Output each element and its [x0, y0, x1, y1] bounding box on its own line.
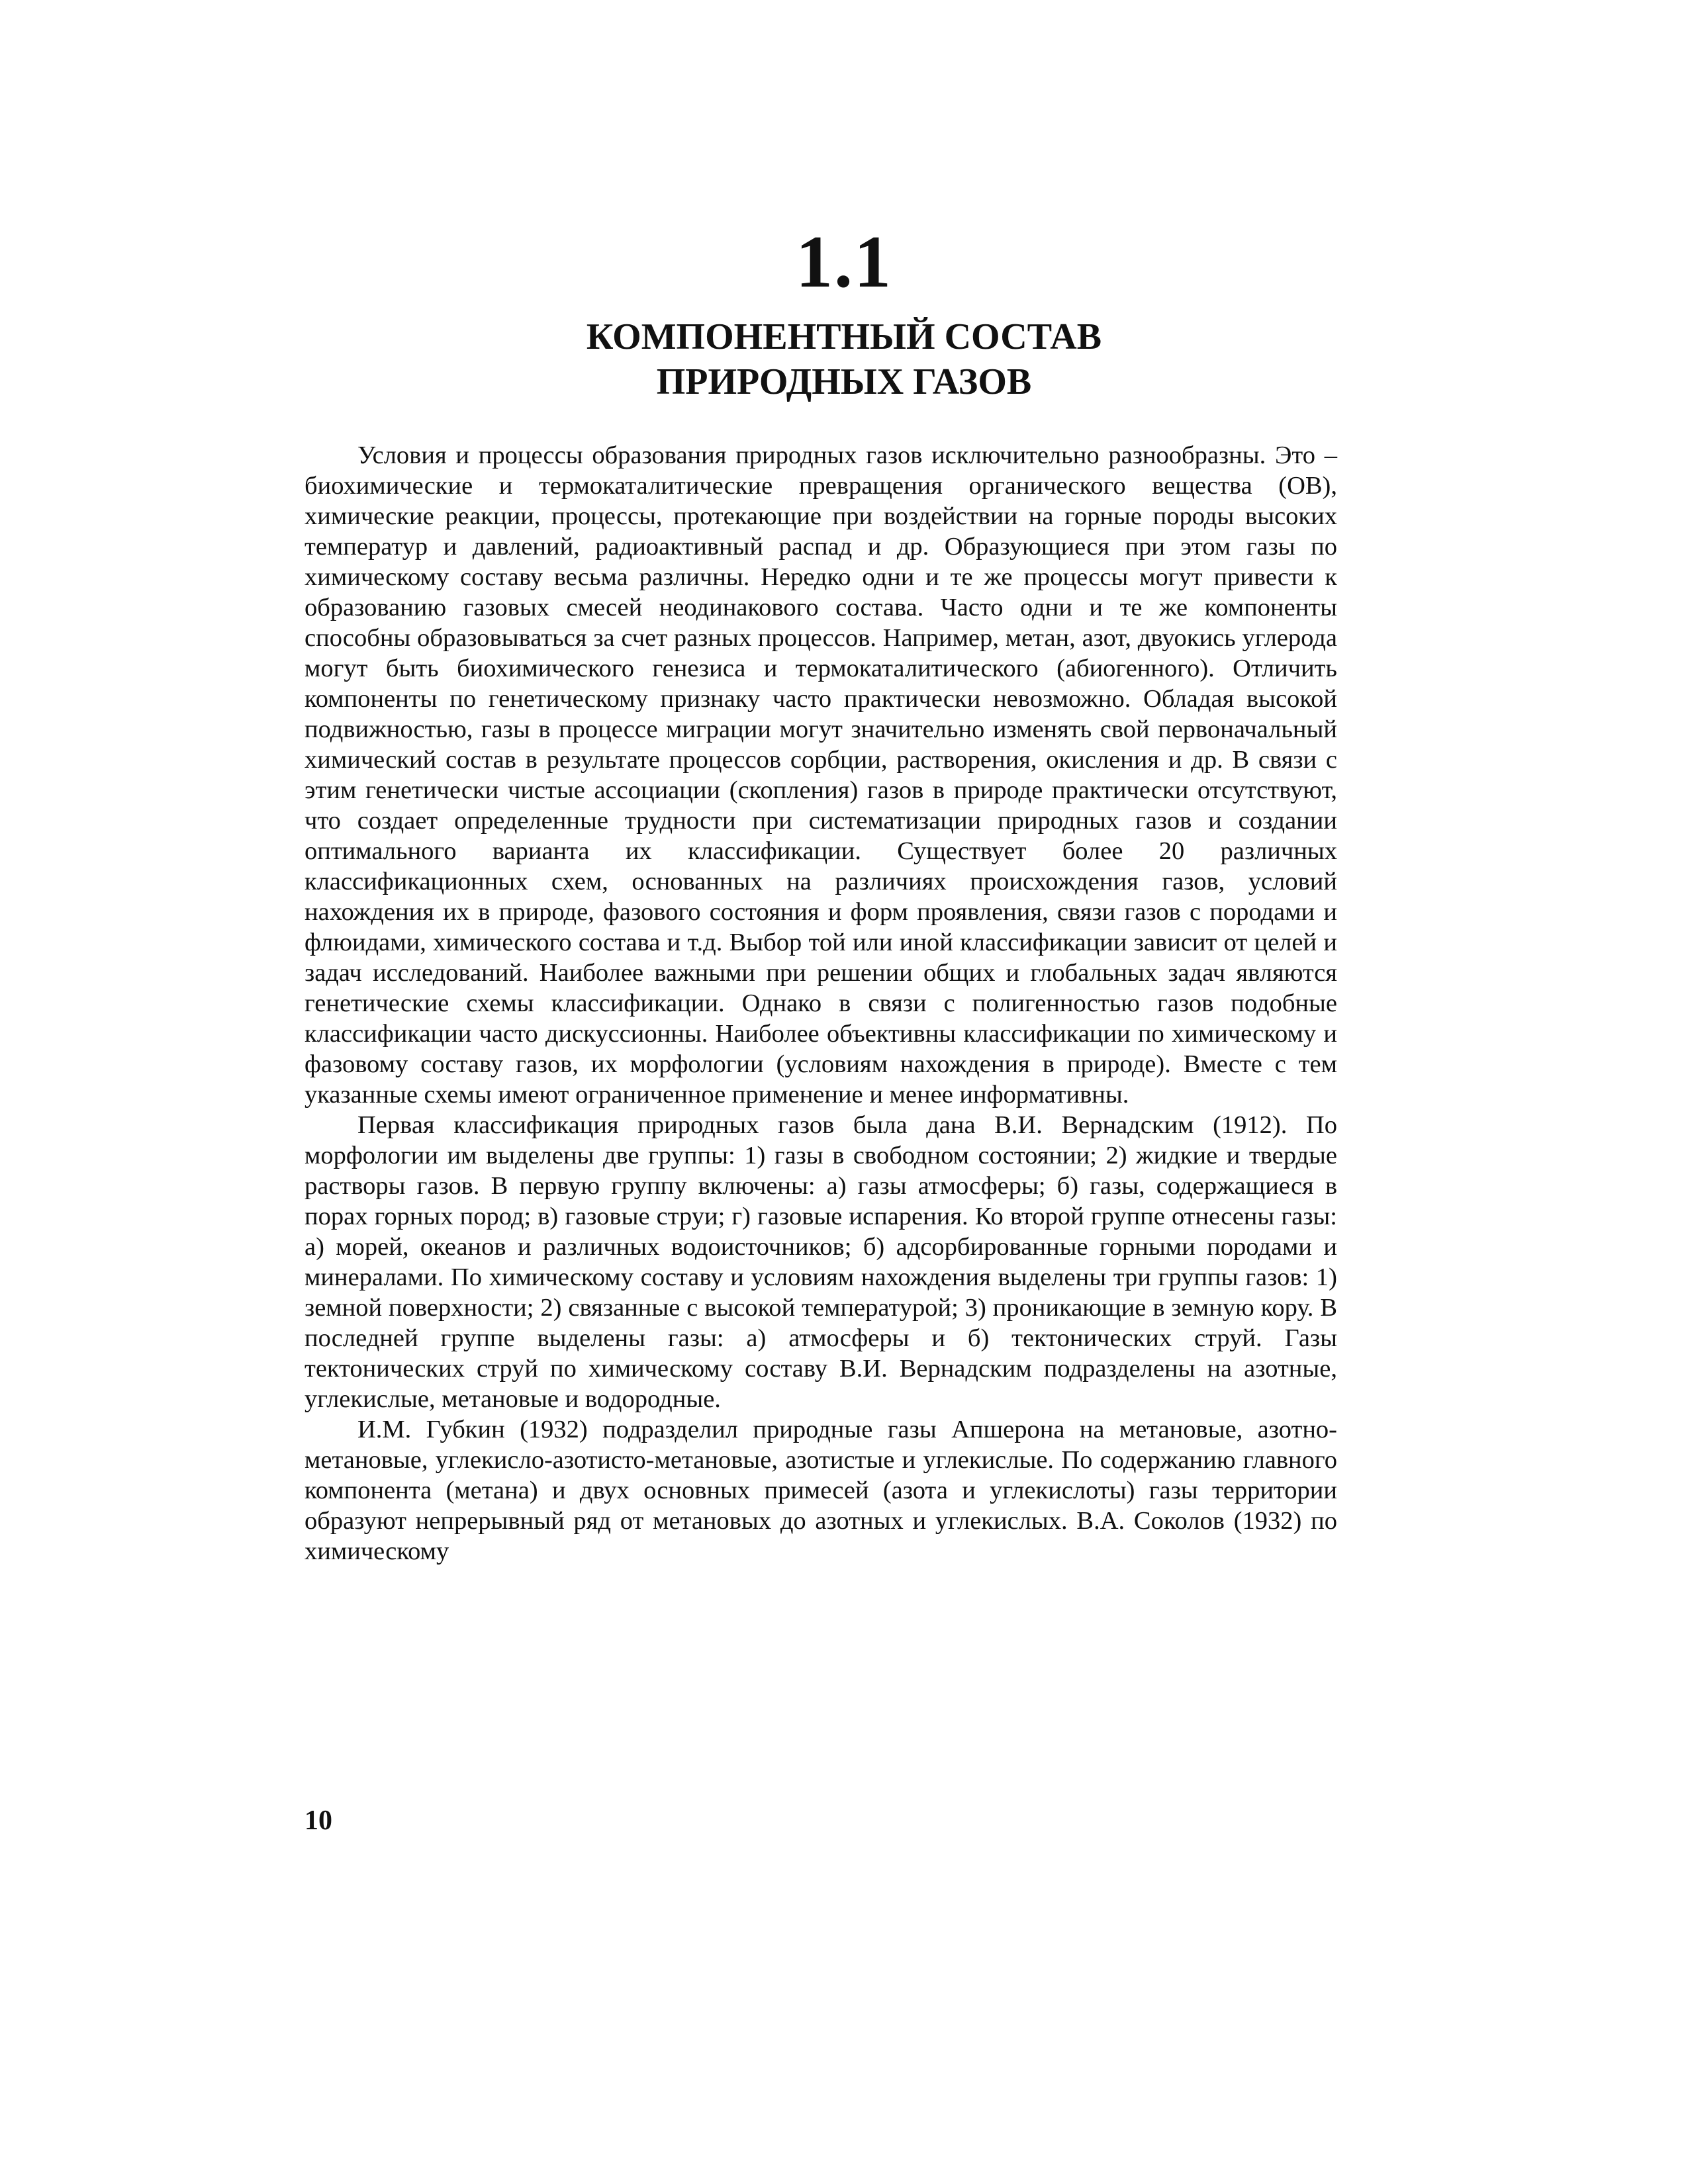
paragraph: Первая классификация природных газов была дана В.И. Вернадским (1912). По морфологии им выделены две группы: 1) газы в свободном состоянии; 2) жидкие и твердые растворы газов. В первую группу включены: а) газы атмосферы; б) газы, содержащиеся в порах горных пород; в) газовые струи; г) газовые испарения. Ко второй группе отнесены газы: а) морей, океанов и различных водоисточников; б) адсорбированные горными породами и минералами. По химическому составу и условиям нахождения выделены три группы газов: 1) земной поверхности; 2) связанные с высокой температурой; 3) проникающие в земную кору. В последней группе выделены газы: а) атмосферы и б) тектонических струй. Газы тектонических струй по химическому составу В.И. Вернадским подразделены на азотные, углекислые, метановые и водородные.	[305, 1111, 1337, 1413]
body-text	[305, 440, 1337, 1567]
chapter-title-line-2: ПРИРОДНЫХ ГАЗОВ	[656, 361, 1032, 402]
chapter-number: 1.1	[796, 221, 892, 303]
paragraph: И.М. Губкин (1932) подразделил природные газы Апшерона на метановые, азотно-метановые, углекисло-азотисто-метановые, азотистые и углекислые. По содержанию главного компонента (метана) и двух основных примесей (азота и углекислоты) газы территории образуют непрерывный ряд от метановых до азотных и углекислых. В.А. Соколов (1932) по химическому	[305, 1416, 1337, 1565]
chapter-title-line-1: КОМПОНЕНТНЫЙ СОСТАВ	[586, 316, 1102, 357]
paragraph: Условия и процессы образования природных газов исключительно разнообразны. Это – биохимические и термокаталитические превращения органического вещества (ОВ), химические реакции, процессы, протекающие при воздействии на горные породы высоких температур и давлений, радиоактивный распад и др. Образующиеся при этом газы по химическому составу весьма различны. Нередко одни и те же процессы могут привести к образованию газовых смесей неодинакового состава. Часто одни и те же компоненты способны образовываться за счет разных процессов. Например, метан, азот, двуокись углерода могут быть биохимического генезиса и термокаталитического (абиогенного). Отличить компоненты по генетическому признаку часто практически невозможно. Обладая высокой подвижностью, газы в процессе миграции могут значительно изменять свой первоначальный химический состав в результате процессов сорбции, растворения, окисления и др. В связи с этим генетически чистые ассоциации (скопления) газов в природе практически отсутствуют, что создает определенные трудности при систематизации природных газов и создании оптимального варианта их классификации. Существует более 20 различных классификационных схем, основанных на различиях происхождения газов, условий нахождения их в природе, фазового состояния и форм проявления, связи газов с породами и флюидами, химического состава и т.д. Выбор той или иной классификации зависит от целей и задач исследований. Наиболее важными при решении общих и глобальных задач являются генетические схемы классификации. Однако в связи с полигенностью газов подобные классификации часто дискуссионны. Наиболее объективны классификации по химическому и фазовому составу газов, их морфологии (условиям нахождения в природе). Вместе с тем указанные схемы имеют ограниченное применение и менее информативны.	[305, 441, 1337, 1109]
page-number: 10	[305, 1805, 332, 1836]
chapter-title	[0, 314, 1688, 404]
